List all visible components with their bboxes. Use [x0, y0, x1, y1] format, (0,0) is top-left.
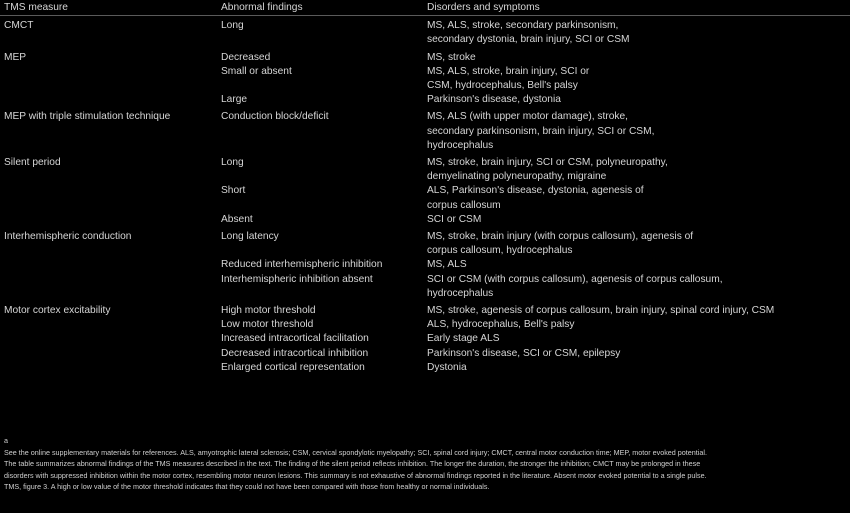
abnormal-finding-cell: Small or absent: [221, 65, 292, 77]
table-footnotes: [4, 435, 846, 493]
disorders-cell: MS, ALS: [427, 259, 467, 271]
abnormal-finding-cell: Increased intracortical facilitation: [221, 333, 369, 345]
footnote-marker: a: [4, 436, 8, 445]
tms-measure-cell: Interhemispheric conduction: [4, 231, 132, 243]
abnormal-finding-cell: Short: [221, 185, 246, 197]
disorders-cell: MS, stroke, agenesis of corpus callosum, brain injury, spinal cord injury, CSM: [427, 305, 775, 317]
table-row: [0, 230, 850, 301]
table-row: [0, 19, 850, 47]
abnormal-finding-cell: Long: [221, 157, 244, 169]
abnormal-finding-cell: Decreased: [221, 51, 271, 63]
disorders-cell: ALS, Parkinson's disease, dystonia, agenesis of corpus callosum: [427, 185, 644, 211]
footnote-line: disorders with suppressed inhibition within the motor cortex, resembling motor neuron lesions. This summary is not exhaustive of abnormal findings reported in the literature. Absent motor evoked potential to a single pulse.: [4, 470, 707, 480]
abnormal-finding-cell: Large: [221, 94, 248, 106]
table-row: [0, 51, 850, 108]
disorders-cell: SCI or CSM: [427, 213, 482, 225]
abnormal-finding-cell: Reduced interhemispheric inhibition: [221, 259, 383, 271]
tms-measure-cell: MEP: [4, 51, 27, 63]
header-tms-measure: TMS measure: [4, 2, 68, 13]
disorders-cell: Dystonia: [427, 361, 467, 373]
disorders-cell: SCI or CSM (with corpus callosum), agenesis of corpus callosum, hydrocephalus: [427, 273, 723, 299]
disorders-cell: ALS, hydrocephalus, Bell's palsy: [427, 319, 575, 331]
footnote-line: The table summarizes abnormal findings of the TMS measures described in the text. The finding of the silent period reflects inhibition. The longer the duration, the stronger the inhibition; CMCT may be prolonged in these: [4, 459, 701, 469]
abnormal-finding-cell: Interhemispheric inhibition absent: [221, 273, 373, 285]
disorders-cell: Early stage ALS: [427, 333, 500, 345]
table-row: [0, 156, 850, 227]
abnormal-finding-cell: Long latency: [221, 231, 279, 243]
header-abnormal-findings: Abnormal findings: [221, 2, 303, 13]
table-row: [0, 110, 850, 153]
disorders-cell: MS, stroke: [427, 51, 476, 63]
disorders-cell: MS, ALS, stroke, brain injury, SCI or CSM, hydrocephalus, Bell's palsy: [427, 65, 590, 92]
footnote-line: TMS, figure 3. A high or low value of the motor threshold indicates that they could not have been compared with those from healthy or normal individuals.: [4, 482, 490, 492]
abnormal-finding-cell: Enlarged cortical representation: [221, 361, 365, 373]
tms-measure-cell: MEP with triple stimulation technique: [4, 111, 171, 123]
abnormal-finding-cell: Decreased intracortical inhibition: [221, 347, 369, 359]
abnormal-finding-cell: Conduction block/deficit: [221, 111, 329, 123]
disorders-cell: MS, ALS, stroke, secondary parkinsonism, secondary dystonia, brain injury, SCI or CSM: [427, 20, 630, 46]
abnormal-finding-cell: High motor threshold: [221, 305, 316, 317]
abnormal-finding-cell: Absent: [221, 213, 253, 225]
disorders-cell: MS, stroke, brain injury, SCI or CSM, polyneuropathy, demyelinating polyneuropathy, migraine: [427, 157, 668, 183]
table-row: [0, 304, 850, 375]
footnote-line: See the online supplementary materials for references. ALS, amyotrophic lateral sclerosis; CSM, cervical spondylotic myelopathy; SCI, spinal cord injury; CMCT, central motor conduction time; MEP, motor evoked potential.: [4, 447, 707, 457]
table-body: [0, 19, 850, 375]
tms-measure-cell: CMCT: [4, 20, 34, 32]
header-divider: [0, 15, 850, 16]
disorders-cell: MS, ALS (with upper motor damage), stroke, secondary parkinsonism, brain injury, SCI or CSM, hydrocephalus: [427, 111, 655, 151]
disorders-cell: Parkinson's disease, SCI or CSM, epilepsy: [427, 347, 621, 359]
tms-measure-cell: Motor cortex excitability: [4, 305, 111, 317]
disorders-cell: Parkinson's disease, dystonia: [427, 94, 561, 106]
abnormal-finding-cell: Long: [221, 20, 244, 32]
abnormal-finding-cell: Low motor threshold: [221, 319, 314, 331]
disorders-cell: MS, stroke, brain injury (with corpus callosum), agenesis of corpus callosum, hydrocephalus: [427, 231, 694, 257]
tms-measure-cell: Silent period: [4, 157, 61, 169]
table-header: [0, 0, 850, 15]
header-disorders: Disorders and symptoms: [427, 2, 540, 13]
